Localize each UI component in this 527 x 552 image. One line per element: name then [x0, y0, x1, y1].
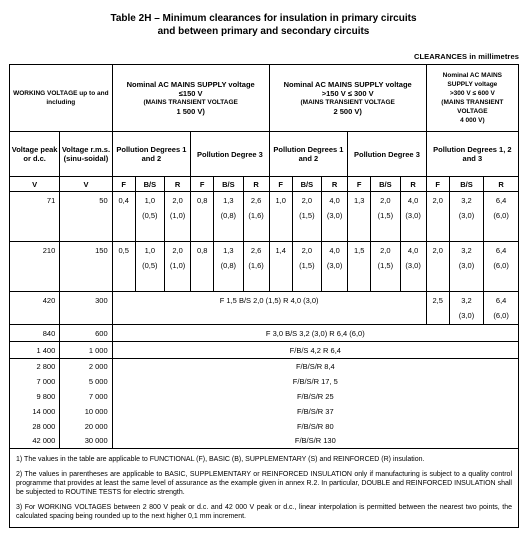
- group2-header: Nominal AC MAINS SUPPLY voltage >150 V ≤ 300 V (MAINS TRANSIENT VOLTAGE 2 500 V): [269, 65, 426, 132]
- units-note: CLEARANCES in millimetres: [413, 52, 519, 61]
- unit-f-3: F: [269, 177, 292, 192]
- note-3: 3) For WORKING VOLTAGES between 2 800 V peak or d.c. and 42 000 V peak or d.c., linear interpolation is permitted between the nearest two points, the calculated spacing being rounded up to the next higher 0,1 mm increment.: [16, 504, 512, 520]
- value-cell: 0,4: [112, 192, 135, 242]
- value-cell: 0,5: [112, 242, 135, 292]
- merged-cell: F/B/S/R 25: [112, 389, 518, 404]
- unit-bs-4: B/S: [371, 177, 400, 192]
- table-row: 14 000 10 000 F/B/S/R 37: [10, 404, 519, 419]
- value-cell: 1,4: [269, 242, 292, 292]
- unit-bs-1: B/S: [135, 177, 164, 192]
- voltage-rms-header: Voltage r.m.s. (sinu-soidal): [60, 132, 112, 177]
- unit-f-1: F: [112, 177, 135, 192]
- value-cell: 2,0 (1,5): [371, 242, 400, 292]
- unit-bs-3: B/S: [292, 177, 321, 192]
- unit-r-4: R: [400, 177, 426, 192]
- merged-cell: F/B/S/R 17, 5: [112, 374, 518, 389]
- unit-r-1: R: [164, 177, 190, 192]
- notes-row: [10, 449, 519, 528]
- value-cell: 2,0 (1,5): [371, 192, 400, 242]
- working-voltage-header: WORKING VOLTAGE up to and including: [10, 65, 113, 132]
- pd3-header-2: Pollution Degree 3: [348, 132, 427, 177]
- pd12-header-1: Pollution Degrees 1 and 2: [112, 132, 191, 177]
- value-cell: 2,0 (1,5): [292, 242, 321, 292]
- value-cell: 3,2 (3,0): [449, 292, 484, 325]
- merged-cell: F/B/S/R 37: [112, 404, 518, 419]
- group3-header: Nominal AC MAINS SUPPLY voltage >300 V ≤ 600 V (MAINS TRANSIENT VOLTAGE 4 000 V): [426, 65, 518, 132]
- value-cell: 2,0: [426, 242, 449, 292]
- value-cell: 0,8: [191, 242, 214, 292]
- merged-cell: F 1,5 B/S 2,0 (1,5) R 4,0 (3,0): [112, 292, 426, 325]
- value-cell: 1,5: [348, 242, 371, 292]
- pd123-header: Pollution Degrees 1, 2 and 3: [426, 132, 518, 177]
- value-cell: 6,4 (6,0): [484, 292, 519, 325]
- voltage-peak-header: Voltage peak or d.c.: [10, 132, 60, 177]
- unit-r-2: R: [243, 177, 269, 192]
- merged-cell: F/B/S 4,2 R 6,4: [112, 342, 518, 359]
- value-cell: 2,6 (1,6): [243, 192, 269, 242]
- value-cell: 4,0 (3,0): [400, 242, 426, 292]
- merged-cell: F/B/S/R 80: [112, 419, 518, 434]
- group1-header: Nominal AC MAINS SUPPLY voltage ≤150 V (MAINS TRANSIENT VOLTAGE 1 500 V): [112, 65, 269, 132]
- table-title: [0, 12, 527, 38]
- value-cell: 0,8: [191, 192, 214, 242]
- table-row: 42 000 30 000 F/B/S/R 130: [10, 434, 519, 449]
- table-row: 71 50 0,4 1,0 (0,5) 2,0 (1,0) 0,8 1,3 (0,8) 2,6 (1,6) 1,0 2,0 (1,5) 4,0 (3,0) 1,3 2,0 (1,5) 4,0 (3,0) 2,0 3,2 (3,0) 6,4 (6,0): [10, 192, 519, 242]
- table-row: 210 150 0,5 1,0 (0,5) 2,0 (1,0) 0,8 1,3 (0,8) 2,6 (1,6) 1,4 2,0 (1,5) 4,0 (3,0) 1,5 2,0 (1,5) 4,0 (3,0) 2,0 3,2 (3,0) 6,4 (6,0): [10, 242, 519, 292]
- table-row: 9 800 7 000 F/B/S/R 25: [10, 389, 519, 404]
- value-cell: 4,0 (3,0): [322, 242, 348, 292]
- value-cell: 3,2 (3,0): [449, 192, 484, 242]
- note-2: 2) The values in parentheses are applicable to BASIC, SUPPLEMENTARY or REINFORCED INSULATION only if manufacturing is subject to a quality control programme that provides at least the same level of assurance as the example given in annex R.2. In particular, DOUBLE and REINFORCED INSULATION shall be subjected to ROUTINE TESTS for electric strength.: [16, 471, 512, 496]
- unit-r-5: R: [484, 177, 519, 192]
- table-title-line1: Table 2H – Minimum clearances for insulation in primary circuits: [110, 13, 417, 24]
- value-cell: 1,0: [269, 192, 292, 242]
- value-cell: 1,0 (0,5): [135, 192, 164, 242]
- value-cell: 2,0 (1,0): [164, 242, 190, 292]
- value-cell: 2,0 (1,0): [164, 192, 190, 242]
- value-cell: 2,5: [426, 292, 449, 325]
- clearance-table: [9, 64, 519, 528]
- table-row: 840 600 F 3,0 B/S 3,2 (3,0) R 6,4 (6,0): [10, 325, 519, 342]
- unit-r-3: R: [322, 177, 348, 192]
- value-cell: 1,0 (0,5): [135, 242, 164, 292]
- unit-bs-2: B/S: [214, 177, 243, 192]
- unit-f-5: F: [426, 177, 449, 192]
- value-cell: 2,6 (1,6): [243, 242, 269, 292]
- table-row: 420 300 F 1,5 B/S 2,0 (1,5) R 4,0 (3,0) 2,5 3,2 (3,0) 6,4 (6,0): [10, 292, 519, 325]
- pd12-header-2: Pollution Degrees 1 and 2: [269, 132, 348, 177]
- table-row: 2 800 2 000 F/B/S/R 8,4: [10, 359, 519, 374]
- pd3-header-1: Pollution Degree 3: [191, 132, 270, 177]
- value-cell: 6,4 (6,0): [484, 192, 519, 242]
- value-cell: 1,3 (0,8): [214, 192, 243, 242]
- value-cell: 6,4 (6,0): [484, 242, 519, 292]
- value-cell: 1,3 (0,8): [214, 242, 243, 292]
- unit-f-2: F: [191, 177, 214, 192]
- unit-v-rms: V: [60, 177, 112, 192]
- value-cell: 2,0: [426, 192, 449, 242]
- value-cell: 1,3: [348, 192, 371, 242]
- unit-v-peak: V: [10, 177, 60, 192]
- unit-bs-5: B/S: [449, 177, 484, 192]
- table-row: 7 000 5 000 F/B/S/R 17, 5: [10, 374, 519, 389]
- table-notes: [10, 449, 519, 528]
- merged-cell: F 3,0 B/S 3,2 (3,0) R 6,4 (6,0): [112, 325, 518, 342]
- merged-cell: F/B/S/R 8,4: [112, 359, 518, 374]
- unit-f-4: F: [348, 177, 371, 192]
- value-cell: 2,0 (1,5): [292, 192, 321, 242]
- table-title-line2: and between primary and secondary circuits: [157, 26, 370, 37]
- value-cell: 4,0 (3,0): [400, 192, 426, 242]
- value-cell: 3,2 (3,0): [449, 242, 484, 292]
- note-1: 1) The values in the table are applicable to FUNCTIONAL (F), BASIC (B), SUPPLEMENTARY (S) and REINFORCED (R) insulation.: [16, 456, 425, 463]
- merged-cell: F/B/S/R 130: [112, 434, 518, 449]
- table-row: 1 400 1 000 F/B/S 4,2 R 6,4: [10, 342, 519, 359]
- table-row: 28 000 20 000 F/B/S/R 80: [10, 419, 519, 434]
- value-cell: 4,0 (3,0): [322, 192, 348, 242]
